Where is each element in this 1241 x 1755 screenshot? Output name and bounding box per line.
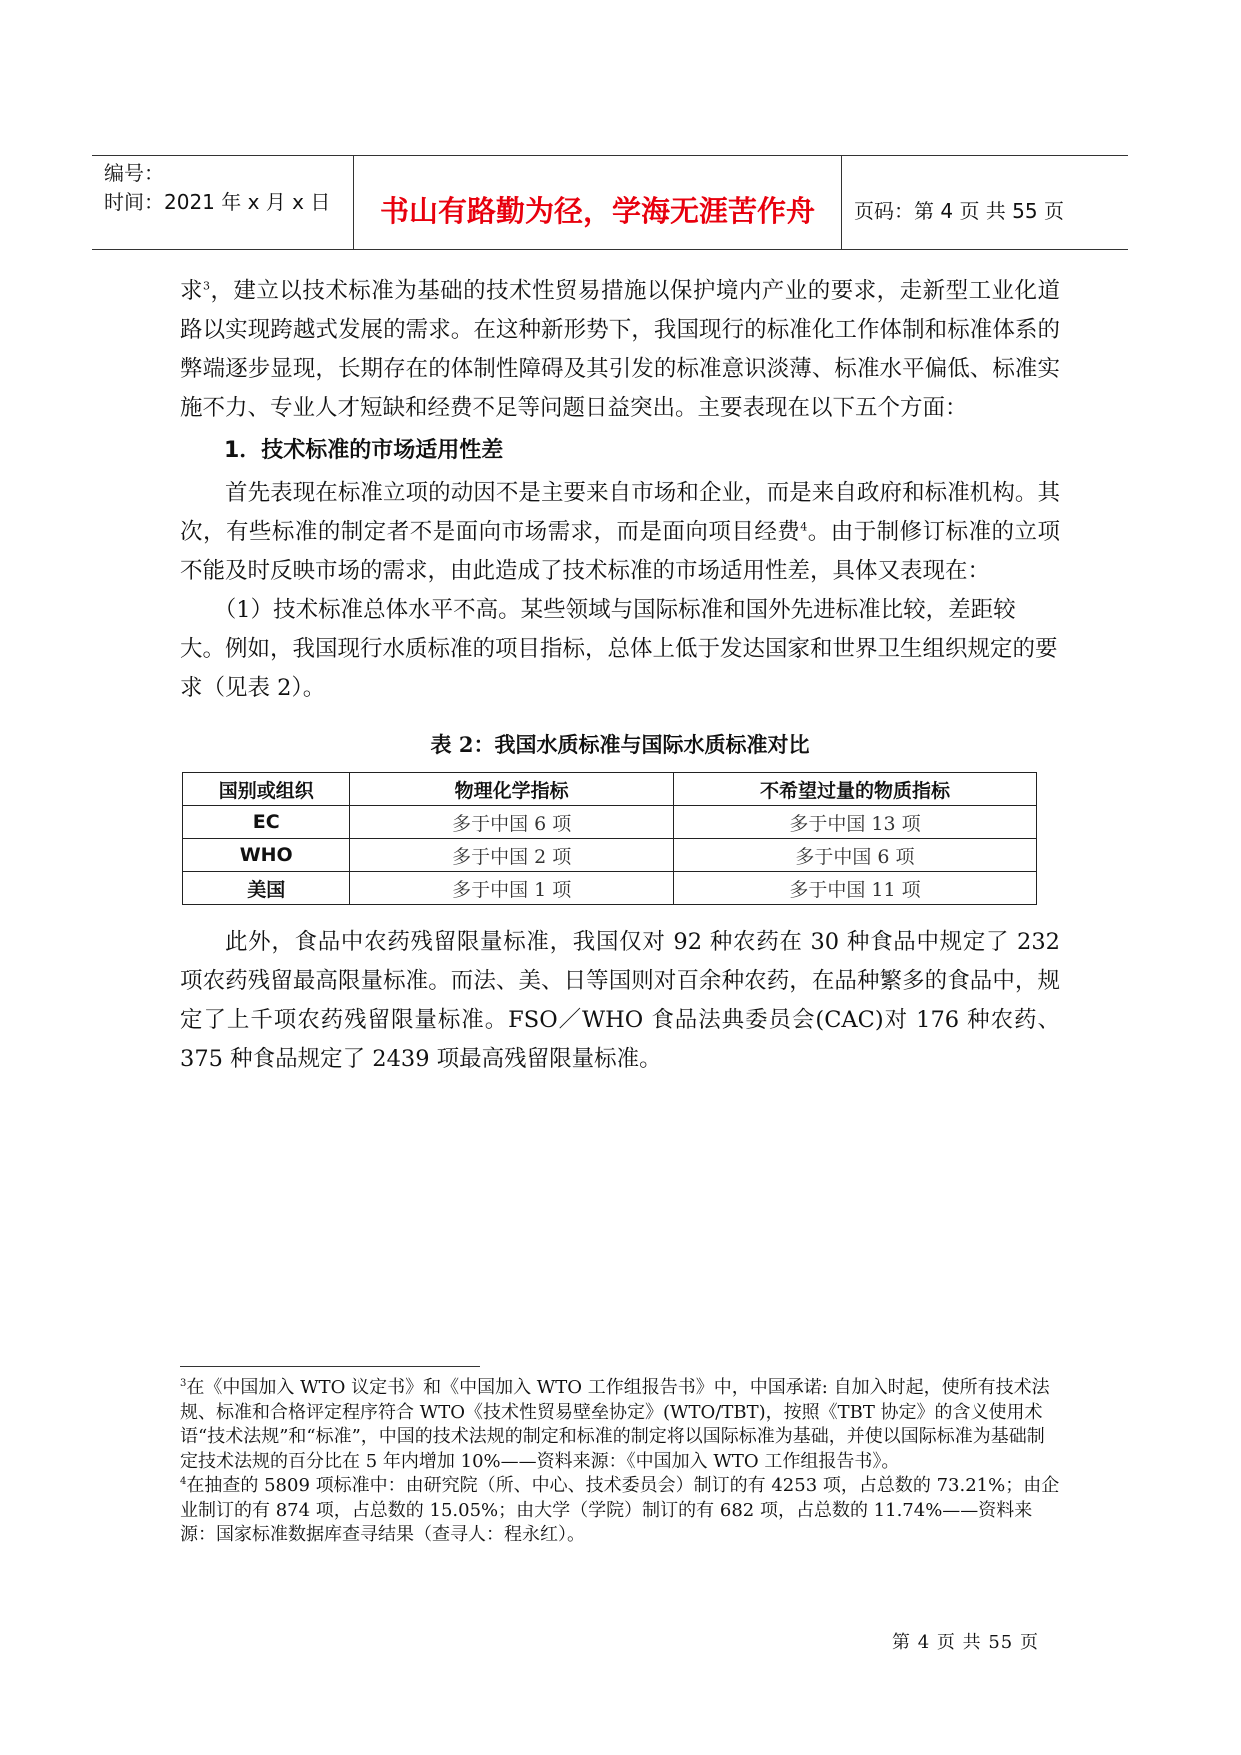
section-heading-1: 1．技术标准的市场适用性差	[224, 438, 504, 463]
table-header-row	[183, 773, 1037, 806]
table-header: 不希望过量的物质指标	[673, 773, 1036, 806]
page-header	[92, 155, 1128, 250]
table-header: 国别或组织	[183, 773, 350, 806]
table-header: 物理化学指标	[350, 773, 674, 806]
table-cell: 多于中国 2 项	[350, 839, 674, 872]
footnote-divider	[180, 1366, 480, 1367]
footnote-ref-3: 3	[202, 279, 210, 293]
table-row	[183, 839, 1037, 872]
table-cell: 多于中国 1 项	[350, 872, 674, 905]
doc-number: 编号：	[104, 161, 164, 185]
footnote-4: $^4$在抽查的 5809 项标准中：由研究院（所、中心、技术委员会）制订的有 4253 项，占总数的 73.21%；由企业制订的有 874 项，占总数的 15.05%；由大学（学院）制订的有 682 项，占总数的 11.74%——资料来源：国家标准数据库查寻结果（查寻人：程永红）。	[180, 1475, 1060, 1545]
page-footer: 第 4 页 共 55 页	[892, 1632, 1039, 1653]
paragraph-1: 求$^3$，建立以技术标准为基础的技术性贸易措施以保护境内产业的要求，走新型工业化道路以实现跨越式发展的需求。在这种新形势下，我国现行的标准化工作体制和标准体系的弊端逐步显现，长期存在的体制性障碍及其引发的标准意识淡薄、标准水平偏低、标准实施不力、专业人才短缺和经费不足等问题日益突出。主要表现在以下五个方面：	[180, 278, 1060, 421]
header-motto: 书山有路勤为径，学海无涯苦作舟	[354, 156, 842, 249]
list-item-1: （1）技术标准总体水平不高。某些领域与国际标准和国外先进标准比较，差距较大。例如，我国现行水质标准的项目指标，总体上低于发达国家和世界卫生组织规定的要求（见表 2）。	[180, 597, 1058, 701]
table-row	[183, 872, 1037, 905]
header-page-label: 页码：第 4 页 共 55 页	[854, 199, 1064, 223]
table-cell: 美国	[183, 872, 350, 905]
table-cell: WHO	[183, 839, 350, 872]
doc-time: 时间：2021 年 x 月 x 日	[104, 190, 331, 214]
footnote-ref-4: 4	[800, 520, 808, 534]
footnote-3: $^3$在《中国加入 WTO 议定书》和《中国加入 WTO 工作组报告书》中，中国承诺: 自加入时起，使所有技术法规、标准和合格评定程序符合 WTO《技术性贸易壁垒协定》(WTO/TBT)，按照《TBT 协定》的含义使用术语“技术法规”和“标准”，中国的技术法规的制定和标准的制定将以国际标准为基础，并使以国际标准为基础制定技术法规的百分比在 5 年内增加 10%——资料来源：《中国加入 WTO 工作组报告书》。	[180, 1377, 1050, 1472]
table-cell: 多于中国 6 项	[673, 839, 1036, 872]
table-row	[183, 806, 1037, 839]
paragraph-3: 此外，食品中农药残留限量标准，我国仅对 92 种农药在 30 种食品中规定了 232 项农药残留最高限量标准。而法、美、日等国则对百余种农药，在品种繁多的食品中，规定了上千项农药残留限量标准。FSO／WHO 食品法典委员会(CAC)对 176 种农药、375 种食品规定了 2439 项最高残留限量标准。	[180, 929, 1060, 1072]
document-body	[180, 272, 1060, 1079]
table-cell: 多于中国 6 项	[350, 806, 674, 839]
table-cell: 多于中国 13 项	[673, 806, 1036, 839]
header-meta	[92, 156, 354, 249]
paragraph-2: 首先表现在标准立项的动因不是主要来自市场和企业，而是来自政府和标准机构。其次，有些标准的制定者不是面向市场需求，而是面向项目经费$^4$。由于制修订标准的立项不能及时反映市场的需求，由此造成了技术标准的市场适用性差，具体又表现在：	[180, 480, 1060, 584]
footnotes	[180, 1376, 1060, 1548]
water-standards-table	[182, 772, 1037, 905]
table-cell: 多于中国 11 项	[673, 872, 1036, 905]
table-cell: EC	[183, 806, 350, 839]
table-title: 表 2：我国水质标准与国际水质标准对比	[430, 732, 810, 757]
